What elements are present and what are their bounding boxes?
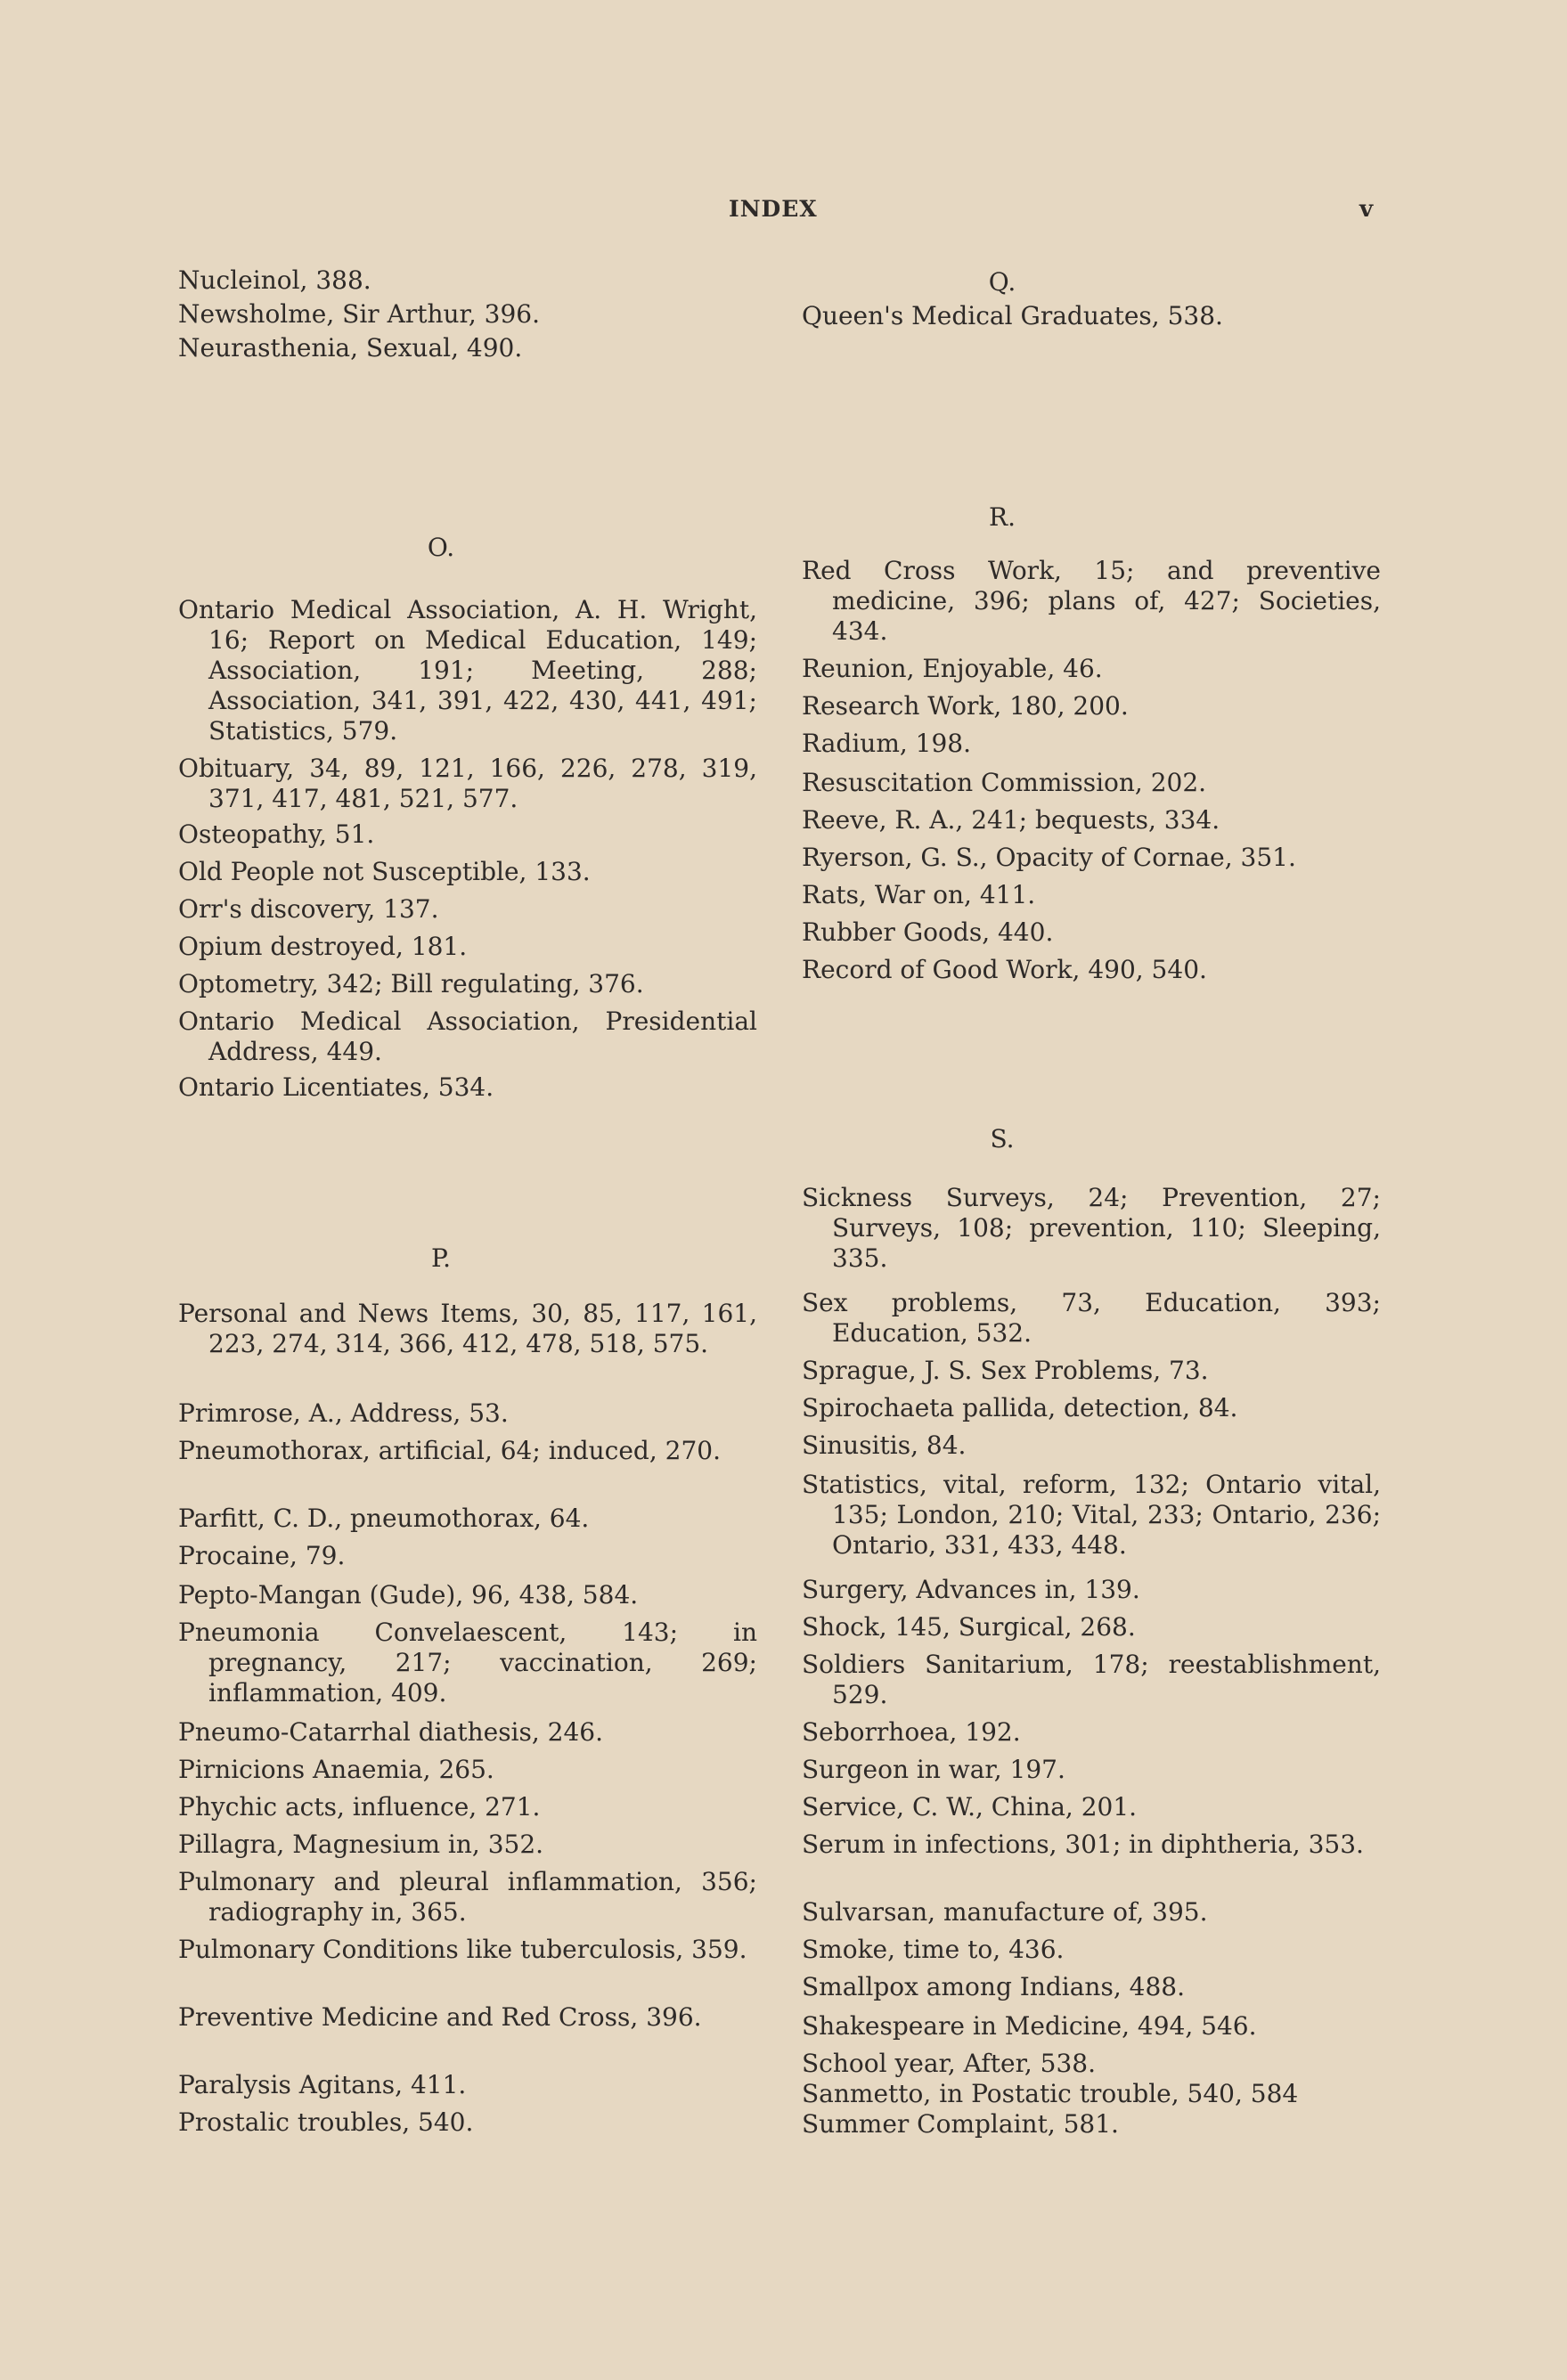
index-entry: Neurasthenia, Sexual, 490. (178, 333, 523, 363)
index-entry: Optometry, 342; Bill regulating, 376. (178, 969, 644, 998)
index-entry: Ontario Medical Association, Presidential Address, 449. (178, 1007, 757, 1066)
index-entry: Procaine, 79. (178, 1541, 346, 1570)
index-entry: Surgery, Advances in, 139. (802, 1575, 1140, 1604)
index-entry: Rubber Goods, 440. (802, 917, 1054, 947)
index-entry: Opium destroyed, 181. (178, 932, 468, 961)
index-entry: Pillagra, Magnesium in, 352. (178, 1830, 544, 1859)
index-entry: Old People not Susceptible, 133. (178, 857, 591, 886)
index-entry: Resuscitation Commission, 202. (802, 768, 1207, 797)
index-entry: Ontario Licentiates, 534. (178, 1072, 494, 1102)
index-entry: Pulmonary and pleural inflammation, 356; radiography in, 365. (178, 1867, 757, 1927)
index-entry: Record of Good Work, 490, 540. (802, 955, 1207, 984)
index-entry: Radium, 198. (802, 729, 972, 758)
section-heading-s: S. (990, 1124, 1015, 1153)
index-entry: Newsholme, Sir Arthur, 396. (178, 299, 540, 329)
index-entry: Sprague, J. S. Sex Problems, 73. (802, 1356, 1209, 1385)
index-entry: Research Work, 180, 200. (802, 691, 1129, 721)
index-entry: Smallpox among Indians, 488. (802, 1972, 1185, 2001)
index-entry: Reeve, R. A., 241; bequests, 334. (802, 805, 1220, 835)
index-entry: Pulmonary Conditions like tuberculosis, 359. (178, 1935, 747, 1964)
index-entry: Statistics, vital, reform, 132; Ontario vital, 135; London, 210; Vital, 233; Ontario, 236; Ontario, 331, 433, 448. (802, 1470, 1381, 1560)
index-entry: Red Cross Work, 15; and preventive medicine, 396; plans of, 427; Societies, 434. (802, 556, 1381, 646)
index-entry: Pirnicions Anaemia, 265. (178, 1755, 494, 1784)
index-entry: Sanmetto, in Postatic trouble, 540, 584 (802, 2079, 1299, 2108)
index-entry: Shakespeare in Medicine, 494, 546. (802, 2011, 1257, 2041)
index-entry: Obituary, 34, 89, 121, 166, 226, 278, 319, 371, 417, 481, 521, 577. (178, 754, 757, 813)
index-entry: Pepto-Mangan (Gude), 96, 438, 584. (178, 1580, 639, 1610)
index-entry: Orr's discovery, 137. (178, 894, 439, 924)
index-entry: Smoke, time to, 436. (802, 1935, 1065, 1964)
section-heading-o: O. (427, 533, 455, 562)
index-entry: Personal and News Items, 30, 85, 117, 161, 223, 274, 314, 366, 412, 478, 518, 575. (178, 1299, 757, 1358)
index-entry: Preventive Medicine and Red Cross, 396. (178, 2002, 702, 2032)
index-entry: Paralysis Agitans, 411. (178, 2070, 467, 2099)
index-entry: Ontario Medical Association, A. H. Wright, 16; Report on Medical Education, 149; Association, 191; Meeting, 288; Association, 341, 391, 422, 430, 441, 491; Statistics, 579. (178, 595, 757, 746)
index-entry: Sinusitis, 84. (802, 1430, 967, 1460)
page-number: v (1359, 196, 1374, 223)
index-entry: Queen's Medical Graduates, 538. (802, 301, 1223, 330)
index-entry: Sex problems, 73, Education, 393; Education, 532. (802, 1288, 1381, 1348)
index-entry: Seborrhoea, 192. (802, 1717, 1021, 1747)
index-entry: Soldiers Sanitarium, 178; reestablishment, 529. (802, 1650, 1381, 1709)
section-heading-p: P. (430, 1243, 452, 1273)
index-entry: Rats, War on, 411. (802, 880, 1036, 909)
index-entry: Primrose, A., Address, 53. (178, 1398, 509, 1428)
index-entry: Surgeon in war, 197. (802, 1755, 1065, 1784)
index-entry: Sulvarsan, manufacture of, 395. (802, 1897, 1208, 1927)
index-entry: Parfitt, C. D., pneumothorax, 64. (178, 1504, 590, 1533)
index-entry: Osteopathy, 51. (178, 819, 375, 849)
index-entry: Ryerson, G. S., Opacity of Cornae, 351. (802, 843, 1296, 872)
index-entry: School year, After, 538. (802, 2049, 1097, 2078)
index-entry: Pneumonia Convelaescent, 143; in pregnancy, 217; vaccination, 269; inflammation, 409. (178, 1618, 757, 1708)
index-entry: Nucleinol, 388. (178, 265, 371, 295)
index-entry: Spirochaeta pallida, detection, 84. (802, 1393, 1238, 1422)
page-header-title: INDEX (729, 196, 818, 222)
index-entry: Phychic acts, influence, 271. (178, 1792, 541, 1822)
index-entry: Pneumo-Catarrhal diathesis, 246. (178, 1717, 604, 1747)
index-entry: Serum in infections, 301; in diphtheria, 353. (802, 1830, 1364, 1859)
index-entry: Shock, 145, Surgical, 268. (802, 1612, 1136, 1642)
index-entry: Summer Complaint, 581. (802, 2109, 1119, 2139)
index-entry: Reunion, Enjoyable, 46. (802, 654, 1103, 683)
section-heading-q: Q. (988, 267, 1016, 297)
section-heading-r: R. (989, 502, 1016, 532)
index-entry: Prostalic troubles, 540. (178, 2107, 474, 2137)
index-entry: Pneumothorax, artificial, 64; induced, 270. (178, 1436, 721, 1465)
index-entry: Sickness Surveys, 24; Prevention, 27; Surveys, 108; prevention, 110; Sleeping, 335. (802, 1183, 1381, 1273)
index-entry: Service, C. W., China, 201. (802, 1792, 1138, 1822)
